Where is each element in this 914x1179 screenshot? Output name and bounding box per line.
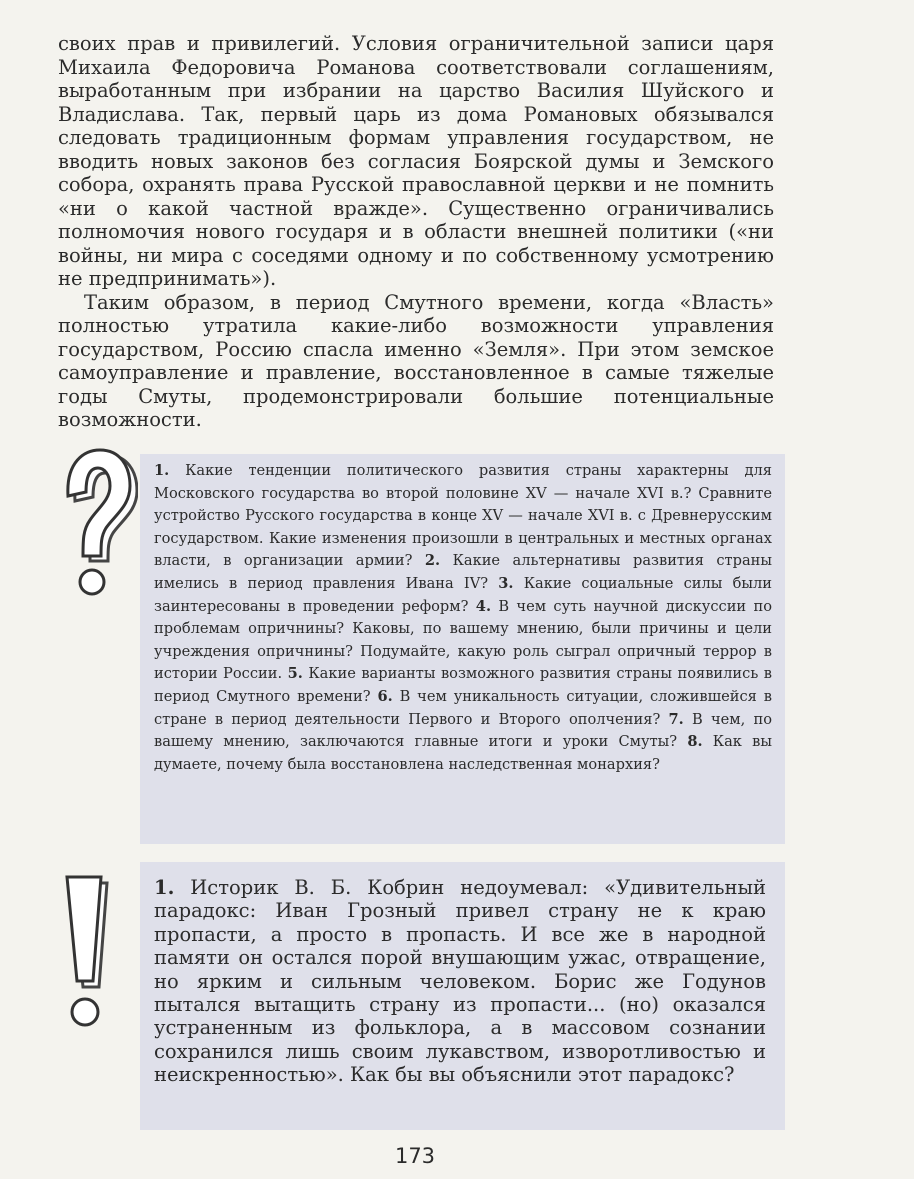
question-item: 4. В чем суть научной дискуссии по проблемам опричнины? Каковы, по вашему мнению, были причины и цели учреждения опричнины? Подумайте, какую роль сыграл опричный террор в истории России. bbox=[154, 597, 772, 683]
question-item: 7. В чем, по вашему мнению, заключаются главные итоги и уроки Смуты? bbox=[154, 710, 772, 751]
paragraph-conclusion: Таким образом, в период Смутного времени, когда «Власть» полностью утратила какие-либо возможности управления государством, Россию спасла именно «Земля». При этом земское самоуправление и правление, восстановленное в самые тяжелые годы Смуты, продемонстрировали большие потенциальные возможности. bbox=[58, 290, 774, 431]
exercise-box bbox=[140, 862, 785, 1130]
question-item: 1. Какие тенденции политического развития страны характерны для Московского государства во второй половине XV — начале XVI в.? Сравните устройство Русского государства в конце XV — начале XVI в. с Древнерусским государством. Какие изменения произошли в центральных и местных органах власти, в организации армии? bbox=[154, 462, 772, 570]
paragraph-continuation: своих прав и привилегий. Условия ограничительной записи царя Михаила Федоровича Романова соответствовали соглашениям, выработанным при избрании на царство Василия Шуйского и Владислава. Так, первый царь из дома Романовых обязывался следовать традиционным формам управления государством, не вводить новых законов без согласия Боярской думы и Земского собора, охранять права Русской православной церкви и не помнить «ни о какой частной вражде». Существенно ограничивались полномочия нового государя и в области внешней политики («ни войны, ни мира с соседями одному и по собственному усмотрению не предпринимать»). bbox=[58, 32, 774, 290]
exclamation-mark-icon bbox=[58, 872, 118, 1037]
question-item: 5. Какие варианты возможного развития страны появились в период Смутного времени? bbox=[154, 665, 772, 705]
main-text bbox=[58, 32, 774, 432]
questions-list bbox=[154, 460, 772, 776]
question-item: 2. Какие альтернативы развития страны имелись в период правления Ивана IV? bbox=[154, 552, 772, 592]
question-item: 8. Как вы думаете, почему была восстановлена наследственная монархия? bbox=[154, 733, 772, 773]
question-item: 3. Какие социальные силы были заинтересованы в проведении реформ? bbox=[154, 574, 773, 615]
questions-box bbox=[140, 454, 785, 844]
page-number: 173 bbox=[394, 1144, 436, 1168]
question-item: 6. В чем уникальность ситуации, сложившейся в стране в период деятельности Первого и Второго ополчения? bbox=[154, 687, 772, 728]
question-mark-icon bbox=[58, 446, 138, 606]
exercise-text: 1. Историк В. Б. Кобрин недоумевал: «Удивительный парадокс: Иван Грозный привел страну не к краю пропасти, а просто в пропасть. И все же в народной памяти он остался порой внушающим ужас, отвращение, но ярким и сильным человеком. Борис же Годунов пытался вытащить страну из пропасти... (но) оказался устраненным из фольклора, а в массовом сознании сохранился лишь своим лукавством, изворотливостью и неискренностью». Как бы вы объяснили этот парадокс? bbox=[154, 876, 766, 1087]
